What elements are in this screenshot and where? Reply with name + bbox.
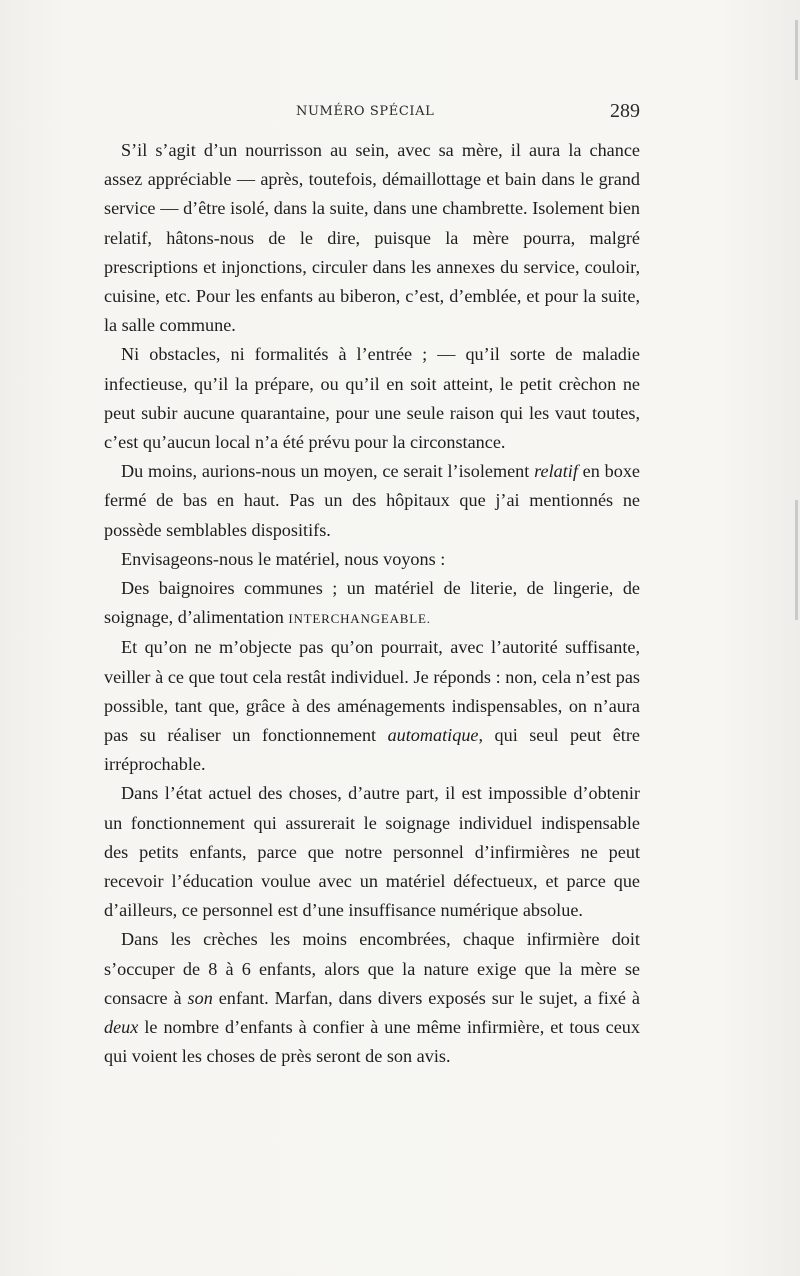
scan-edge-mark xyxy=(795,20,798,80)
paragraph-6-italic: automatique xyxy=(387,725,479,746)
paragraph-1: S’il s’agit d’un nourrisson au sein, avec sa mère, il aura la chance assez appréciable — après, toutefois, démaillottage et bain dans le grand service — d’être isolé, dans la suite, dans une chambrette. Isolement bien relatif, hâtons-nous de le dire, puisque la mère pourra, malgré prescriptions et injonctions, circuler dans les annexes du service, couloir, cuisine, etc. Pour les enfants au biberon, c’est, d’emblée, et pour la suite, la salle commune. xyxy=(104,140,640,336)
page-number: 289 xyxy=(610,100,640,122)
paragraph-5-text: Des baignoires communes ; un matériel de literie, de lingerie, de soignage, d’alimentation xyxy=(104,578,640,628)
paragraph-3-text-a: Du moins, aurions-nous un moyen, ce serait l’isolement xyxy=(121,461,535,482)
paragraph-5-smallcaps: INTERCHANGEABLE. xyxy=(288,611,431,627)
paragraph-8 xyxy=(104,925,640,1071)
paragraph-4: Envisageons-nous le matériel, nous voyons : xyxy=(121,548,446,569)
paragraph-2: Ni obstacles, ni formalités à l’entrée ; — qu’il sorte de maladie infectieuse, qu’il la prépare, ou qu’il en soit atteint, le petit crèchon ne peut subir aucune quarantaine, pour une seule raison qui les vaut toutes, c’est qu’aucun local n’a été prévu pour la circonstance. xyxy=(104,344,640,453)
paragraph-3-italic: relatif xyxy=(534,461,578,482)
paragraph-6 xyxy=(104,633,640,779)
paragraph-8-italic-2: deux xyxy=(104,1017,139,1038)
running-head: NUMÉRO SPÉCIAL xyxy=(296,104,435,119)
paragraph-5 xyxy=(104,574,640,633)
scan-edge-mark xyxy=(795,500,798,620)
paragraph-6-text-a: Et qu’on ne m’objecte pas qu’on pourrait, avec l’autorité suffisante, veiller à ce que tout cela restât individuel. Je réponds : non, cela n’est pas possible, tant que, grâce à des aménagements indispensables, on n’aura pas su réaliser un fonctionnement xyxy=(104,637,640,746)
paragraph-8-italic-1: son xyxy=(187,987,213,1008)
paragraph-8-text-b: enfant. Marfan, dans divers exposés sur le sujet, a fixé à xyxy=(212,987,640,1008)
paragraph-6-text-b: , qui seul peut être irréprochable. xyxy=(104,725,640,775)
paragraph-3-text-b: en boxe fermé de bas en haut. Pas un des hôpitaux que j’ai mentionnés ne possède semblables dispositifs. xyxy=(104,461,640,540)
body-text xyxy=(104,136,640,1072)
paragraph-8-text-c: le nombre d’enfants à confier à une même infirmière, et tous ceux qui voient les choses de près seront de son avis. xyxy=(104,1017,640,1067)
paragraph-7: Dans l’état actuel des choses, d’autre part, il est impossible d’obtenir un fonctionnement qui assurerait le soignage individuel indispensable des petits enfants, parce que notre personnel d’infirmières ne peut recevoir l’éducation voulue avec un matériel défectueux, et parce que d’ailleurs, ce personnel est d’une insuffisance numérique absolue. xyxy=(104,783,640,921)
paragraph-3 xyxy=(104,457,640,545)
page-header xyxy=(100,100,640,130)
paragraph-8-text-a: Dans les crèches les moins encombrées, chaque infirmière doit s’occuper de 8 à 6 enfants, alors que la nature exige que la mère se consacre à xyxy=(104,929,640,1008)
